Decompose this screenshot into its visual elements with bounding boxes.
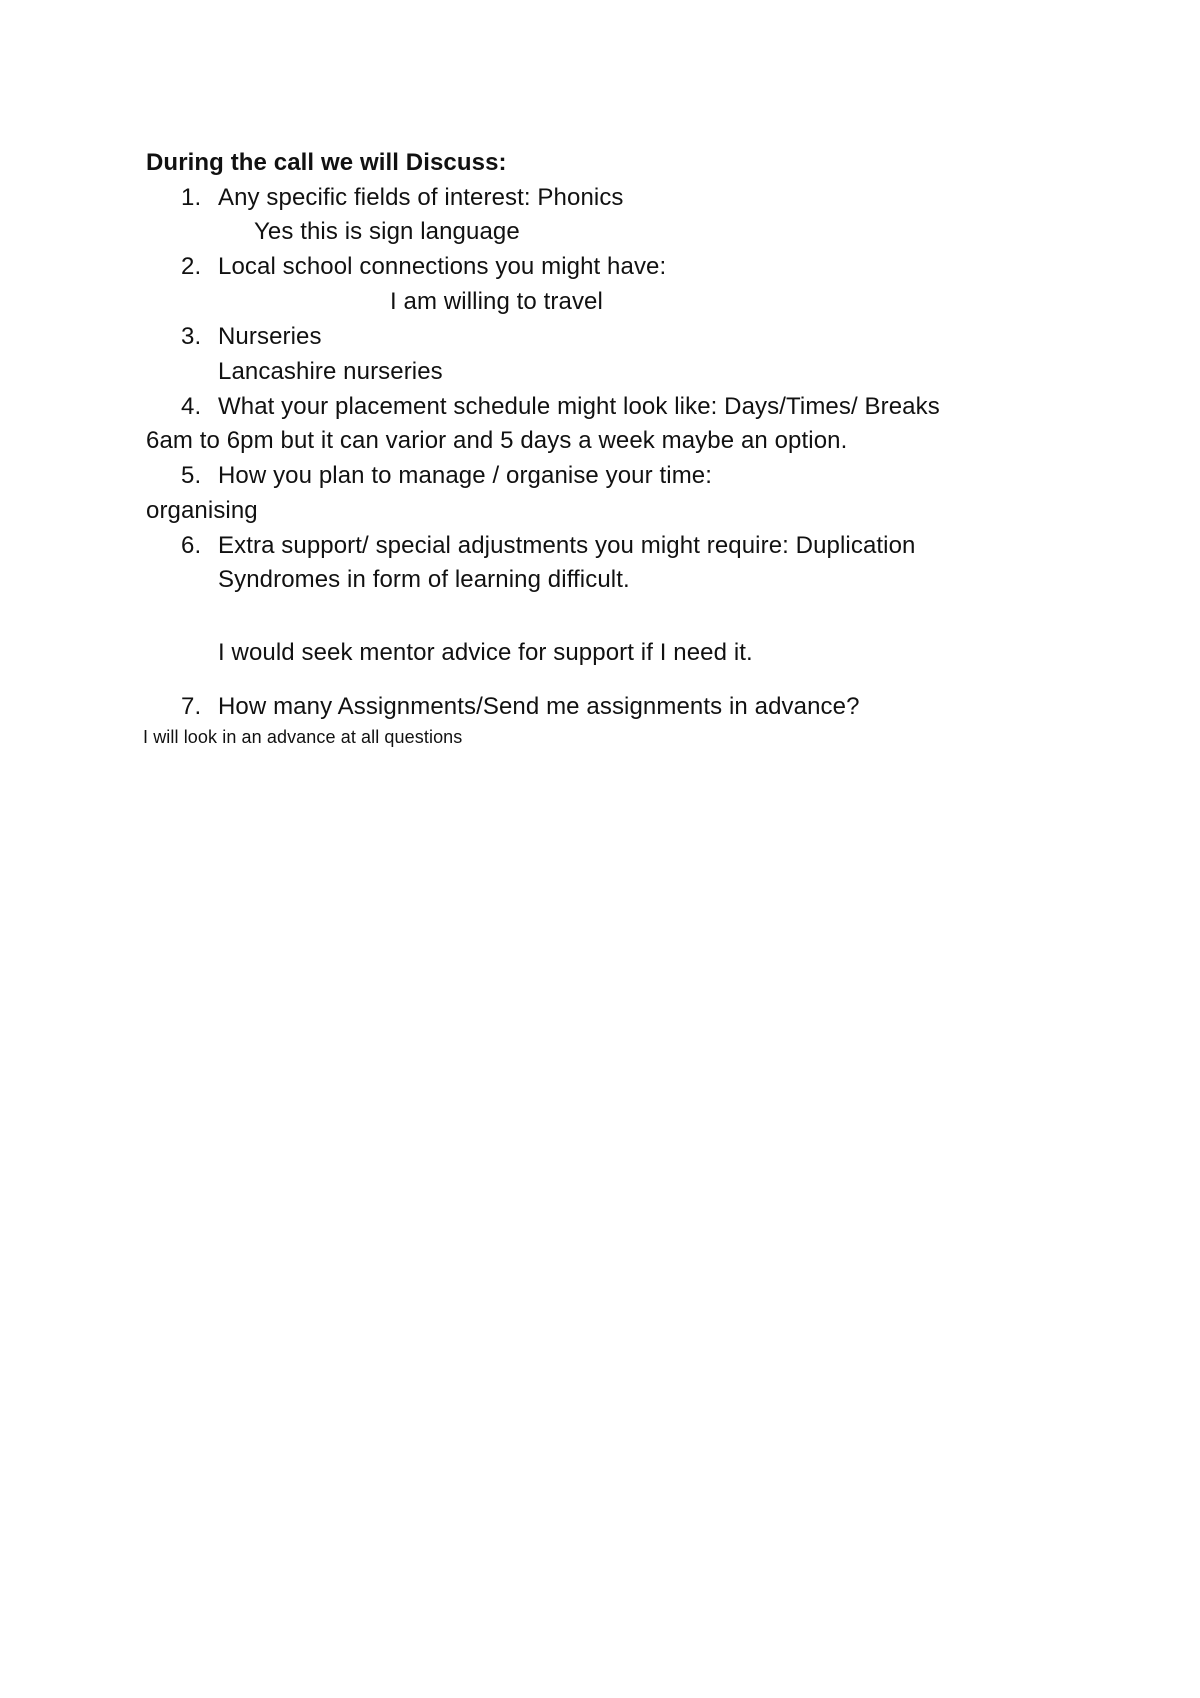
answer-2: I am willing to travel <box>390 288 603 315</box>
list-item-5 <box>181 461 712 491</box>
answer-6: I would seek mentor advice for support if I need it. <box>218 639 753 666</box>
list-number: 7. <box>181 693 202 720</box>
list-item-4 <box>181 392 940 422</box>
list-number: 5. <box>181 462 202 489</box>
answer-5: organising <box>146 497 258 524</box>
answer-7: I will look in an advance at all questions <box>143 727 463 747</box>
list-item-3 <box>181 322 322 352</box>
list-item-text: Extra support/ special adjustments you might require: Duplication <box>218 532 916 559</box>
list-number: 1. <box>181 184 202 211</box>
list-item-text: How many Assignments/Send me assignments in advance? <box>218 693 860 720</box>
list-number: 6. <box>181 532 202 559</box>
list-item-6 <box>181 531 916 561</box>
list-item-6-continuation: Syndromes in form of learning difficult. <box>218 566 630 593</box>
answer-4: 6am to 6pm but it can varior and 5 days a week maybe an option. <box>146 427 848 454</box>
list-item-text: Local school connections you might have: <box>218 253 667 280</box>
list-number: 4. <box>181 393 202 420</box>
list-item-text: Any specific fields of interest: Phonics <box>218 184 624 211</box>
list-item-text: What your placement schedule might look like: Days/Times/ Breaks <box>218 393 940 420</box>
list-item-7 <box>181 692 860 722</box>
list-item-text: How you plan to manage / organise your time: <box>218 462 712 489</box>
answer-1: Yes this is sign language <box>254 218 520 245</box>
list-number: 3. <box>181 323 202 350</box>
list-item-2 <box>181 252 666 282</box>
answer-3: Lancashire nurseries <box>218 358 443 385</box>
document-heading: During the call we will Discuss: <box>146 149 507 176</box>
list-number: 2. <box>181 253 202 280</box>
list-item-1 <box>181 183 624 213</box>
list-item-text: Nurseries <box>218 323 322 350</box>
